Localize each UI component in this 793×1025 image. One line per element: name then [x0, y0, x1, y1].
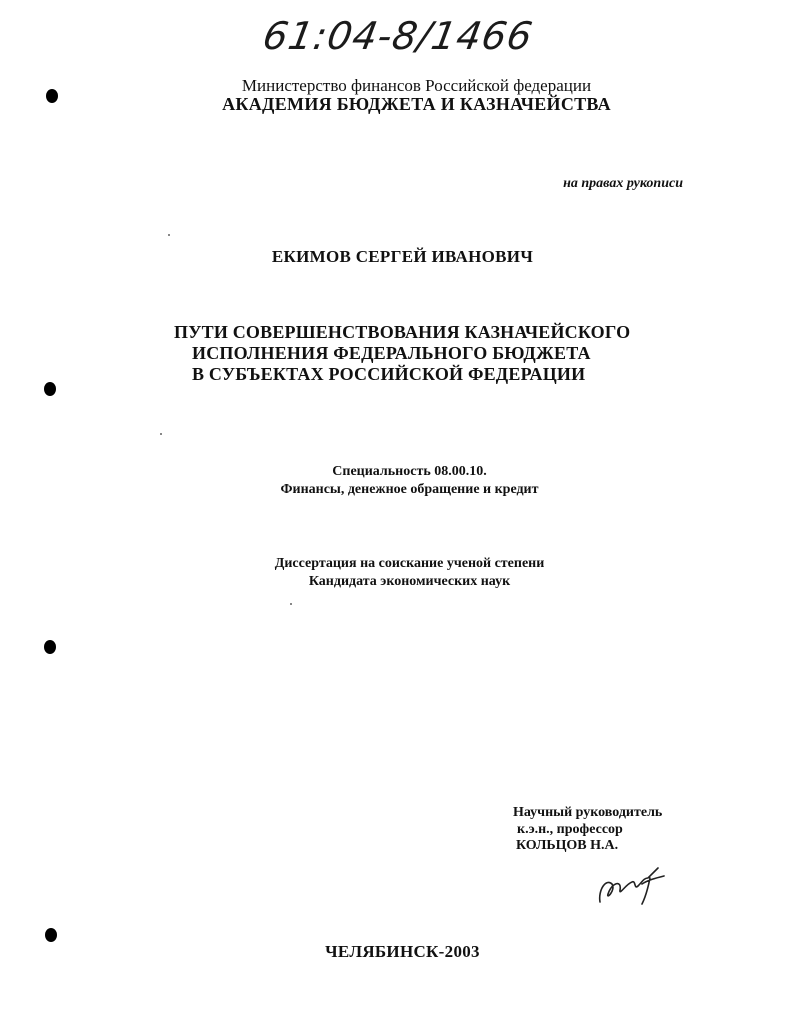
supervisor-degree: к.э.н., профессор: [517, 822, 623, 837]
city-year: ЧЕЛЯБИНСК-2003: [325, 942, 480, 961]
thesis-title-line-1: ПУТИ СОВЕРШЕНСТВОВАНИЯ КАЗНАЧЕЙСКОГО: [174, 322, 631, 342]
archive-number-handwritten: 61:04-8/1466: [259, 14, 537, 58]
author-name: ЕКИМОВ СЕРГЕЙ ИВАНОВИЧ: [271, 247, 534, 266]
dissertation-degree-line-2: Кандидата экономических наук: [308, 574, 511, 589]
dissertation-degree-line-1: Диссертация на соискание ученой степени: [274, 556, 545, 571]
ministry-name: Министерство финансов Российской федерации: [241, 76, 592, 95]
binding-hole-mark: [45, 928, 57, 942]
thesis-title-line-2: ИСПОЛНЕНИЯ ФЕДЕРАЛЬНОГО БЮДЖЕТА: [192, 343, 591, 363]
scan-speck: [160, 433, 162, 435]
scan-speck: [290, 603, 292, 605]
thesis-title-line-3: В СУБЪЕКТАХ РОССИЙСКОЙ ФЕДЕРАЦИИ: [192, 364, 586, 384]
academy-name: АКАДЕМИЯ БЮДЖЕТА И КАЗНАЧЕЙСТВА: [222, 94, 611, 114]
supervisor-label: Научный руководитель: [513, 805, 663, 820]
specialty-code: Специальность 08.00.10.: [332, 464, 487, 479]
scan-speck: [168, 234, 170, 236]
supervisor-name: КОЛЬЦОВ Н.А.: [516, 838, 619, 853]
binding-hole-mark: [46, 89, 58, 103]
supervisor-signature: [592, 860, 672, 910]
binding-hole-mark: [44, 640, 56, 654]
binding-hole-mark: [44, 382, 56, 396]
specialty-name: Финансы, денежное обращение и кредит: [280, 482, 539, 497]
manuscript-rights-note: на правах рукописи: [563, 176, 683, 191]
